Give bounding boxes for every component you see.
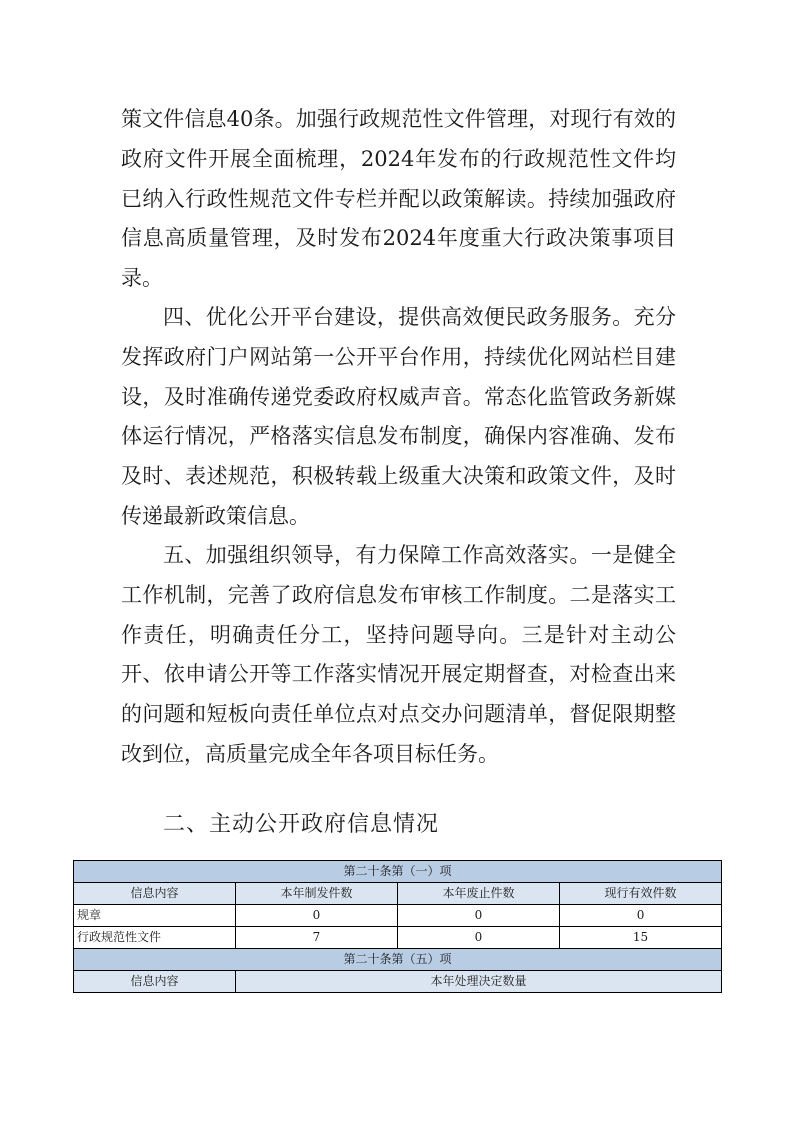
value-cell: 0 (236, 905, 398, 927)
value-cell: 0 (560, 905, 722, 927)
table-row (74, 905, 722, 927)
header-cell: 本年制发件数 (236, 883, 398, 905)
section-heading: 二、主动公开政府信息情况 (163, 812, 440, 837)
paragraph-platform-construction: 四、优化公开平台建设，提供高效便民政务服务。充分发挥政府门户网站第一公开平台作用，持续优化网站栏目建设，及时准确传递党委政府权威声音。常态化监管政务新媒体运行情况，严格落实信息发布制度，确保内容准确、发布及时、表述规范，积极转载上级重大决策和政策文件，及时传递最新政策信息。 (121, 305, 676, 528)
header-cell: 现行有效件数 (560, 883, 722, 905)
table-header-row (74, 883, 722, 905)
paragraph-organization-leadership: 五、加强组织领导，有力保障工作高效落实。一是健全工作机制，完善了政府信息发布审核工作制度。二是落实工作责任，明确责任分工，坚持问题导向。三是针对主动公开、依申请公开等工作落实情况开展定期督查，对检查出来的问题和短板向责任单位点对点交办问题清单，督促限期整改到位，高质量完成全年各项目标任务。 (121, 543, 676, 766)
table-row (74, 927, 722, 949)
disclosure-table (73, 860, 722, 993)
paragraph-policy-documents: 策文件信息40条。加强行政规范性文件管理，对现行有效的政府文件开展全面梳理，2024年发布的行政规范性文件均已纳入行政性规范文件专栏并配以政策解读。持续加强政府信息高质量管理，及时发布2024年度重大行政决策事项目录。 (121, 107, 676, 291)
value-cell: 0 (398, 905, 560, 927)
section1-title-cell: 第二十条第（一）项 (74, 861, 722, 883)
header-cell: 本年处理决定数量 (236, 971, 722, 993)
value-cell: 0 (398, 927, 560, 949)
header-cell: 本年废止件数 (398, 883, 560, 905)
row-label-cell: 规章 (74, 905, 236, 927)
row-label-cell: 行政规范性文件 (74, 927, 236, 949)
header-cell: 信息内容 (74, 883, 236, 905)
value-cell: 7 (236, 927, 398, 949)
section2-title-cell: 第二十条第（五）项 (74, 949, 722, 971)
table-section-row (74, 949, 722, 971)
table-header-row (74, 971, 722, 993)
value-cell: 15 (560, 927, 722, 949)
table-section-row (74, 861, 722, 883)
header-cell: 信息内容 (74, 971, 236, 993)
